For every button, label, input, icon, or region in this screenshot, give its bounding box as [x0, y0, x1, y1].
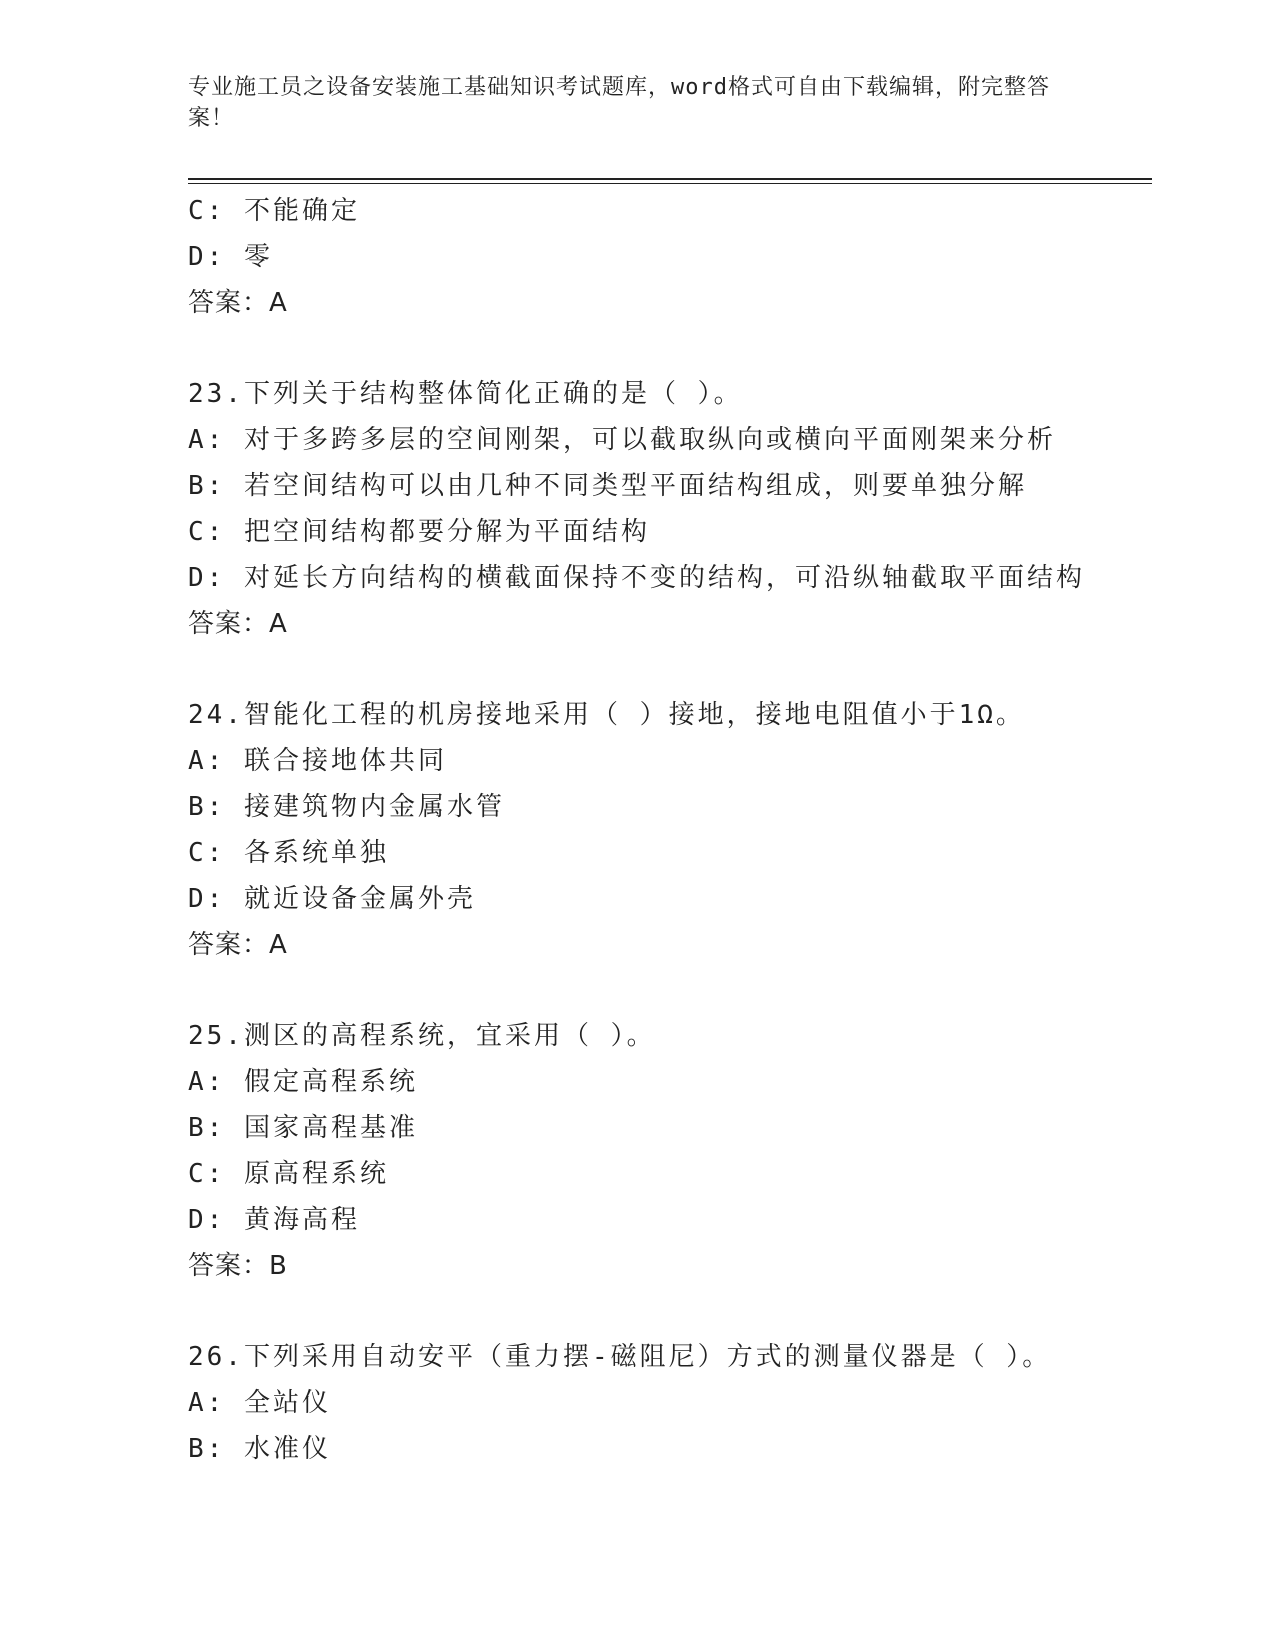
option-letter: C:: [188, 517, 226, 547]
option-line: [188, 876, 1148, 922]
option-line: [188, 417, 1148, 463]
option-text: 对于多跨多层的空间刚架，可以截取纵向或横向平面刚架来分析: [243, 425, 1056, 455]
option-letter: B:: [188, 792, 226, 822]
option-line: [188, 830, 1148, 876]
option-text: 全站仪: [243, 1388, 331, 1418]
question-list: [188, 188, 1148, 1472]
option-text: 各系统单独: [243, 838, 389, 868]
option-text: 对延长方向结构的横截面保持不变的结构，可沿纵轴截取平面结构: [243, 563, 1085, 593]
option-text: 把空间结构都要分解为平面结构: [243, 517, 650, 547]
option-text: 不能确定: [243, 196, 360, 226]
question-24: [188, 692, 1148, 968]
option-letter: B:: [188, 471, 226, 501]
option-letter: D:: [188, 242, 226, 272]
option-text: 接建筑物内金属水管: [243, 792, 505, 822]
option-letter: C:: [188, 838, 226, 868]
option-letter: C:: [188, 196, 226, 226]
option-line: [188, 1426, 1148, 1472]
option-letter: D:: [188, 563, 226, 593]
option-line: [188, 1059, 1148, 1105]
question-25: [188, 1013, 1148, 1289]
option-text: 联合接地体共同: [243, 746, 447, 776]
question-stem: 24.智能化工程的机房接地采用（ ）接地，接地电阻值小于1Ω。: [188, 700, 1025, 730]
option-line: [188, 1197, 1148, 1243]
option-text: 国家高程基准: [243, 1113, 418, 1143]
option-line: [188, 784, 1148, 830]
option-line: [188, 738, 1148, 784]
question-gap: [188, 1289, 1148, 1334]
answer-line: 答案：A: [188, 609, 288, 639]
option-letter: B:: [188, 1113, 226, 1143]
option-line: [188, 1105, 1148, 1151]
option-letter: D:: [188, 884, 226, 914]
header-divider-thick: [188, 178, 1152, 180]
question-stem: 25.测区的高程系统，宜采用（ ）。: [188, 1021, 656, 1051]
option-letter: C:: [188, 1159, 226, 1189]
question-gap: [188, 968, 1148, 1013]
option-text: 原高程系统: [243, 1159, 389, 1189]
option-text: 水准仪: [243, 1434, 331, 1464]
option-line: [188, 509, 1148, 555]
option-line: [188, 234, 1148, 280]
question-26: [188, 1334, 1148, 1472]
option-text: 假定高程系统: [243, 1067, 418, 1097]
question-stem: 26.下列采用自动安平（重力摆-磁阻尼）方式的测量仪器是（ ）。: [188, 1342, 1052, 1372]
option-letter: D:: [188, 1205, 226, 1235]
answer-line: 答案：B: [188, 1251, 288, 1281]
question-gap: [188, 326, 1148, 371]
option-line: [188, 1380, 1148, 1426]
option-letter: A:: [188, 1067, 226, 1097]
option-letter: A:: [188, 425, 226, 455]
option-text: 就近设备金属外壳: [243, 884, 476, 914]
question-23: [188, 371, 1148, 647]
answer-line: 答案：A: [188, 930, 288, 960]
option-text: 零: [243, 242, 273, 272]
question-stem: 23.下列关于结构整体简化正确的是（ ）。: [188, 379, 743, 409]
option-text: 若空间结构可以由几种不同类型平面结构组成，则要单独分解: [243, 471, 1027, 501]
header-divider-thin: [188, 183, 1152, 184]
option-text: 黄海高程: [243, 1205, 360, 1235]
answer-line: 答案：A: [188, 288, 288, 318]
option-line: [188, 555, 1148, 601]
option-letter: B:: [188, 1434, 226, 1464]
option-letter: A:: [188, 1388, 226, 1418]
page-header-title: 专业施工员之设备安装施工基础知识考试题库，word格式可自由下载编辑，附完整答案！: [188, 75, 1050, 131]
option-line: [188, 1151, 1148, 1197]
question-gap: [188, 647, 1148, 692]
option-line: [188, 463, 1148, 509]
option-letter: A:: [188, 746, 226, 776]
option-line: [188, 188, 1148, 234]
question-22-continued: [188, 188, 1148, 326]
